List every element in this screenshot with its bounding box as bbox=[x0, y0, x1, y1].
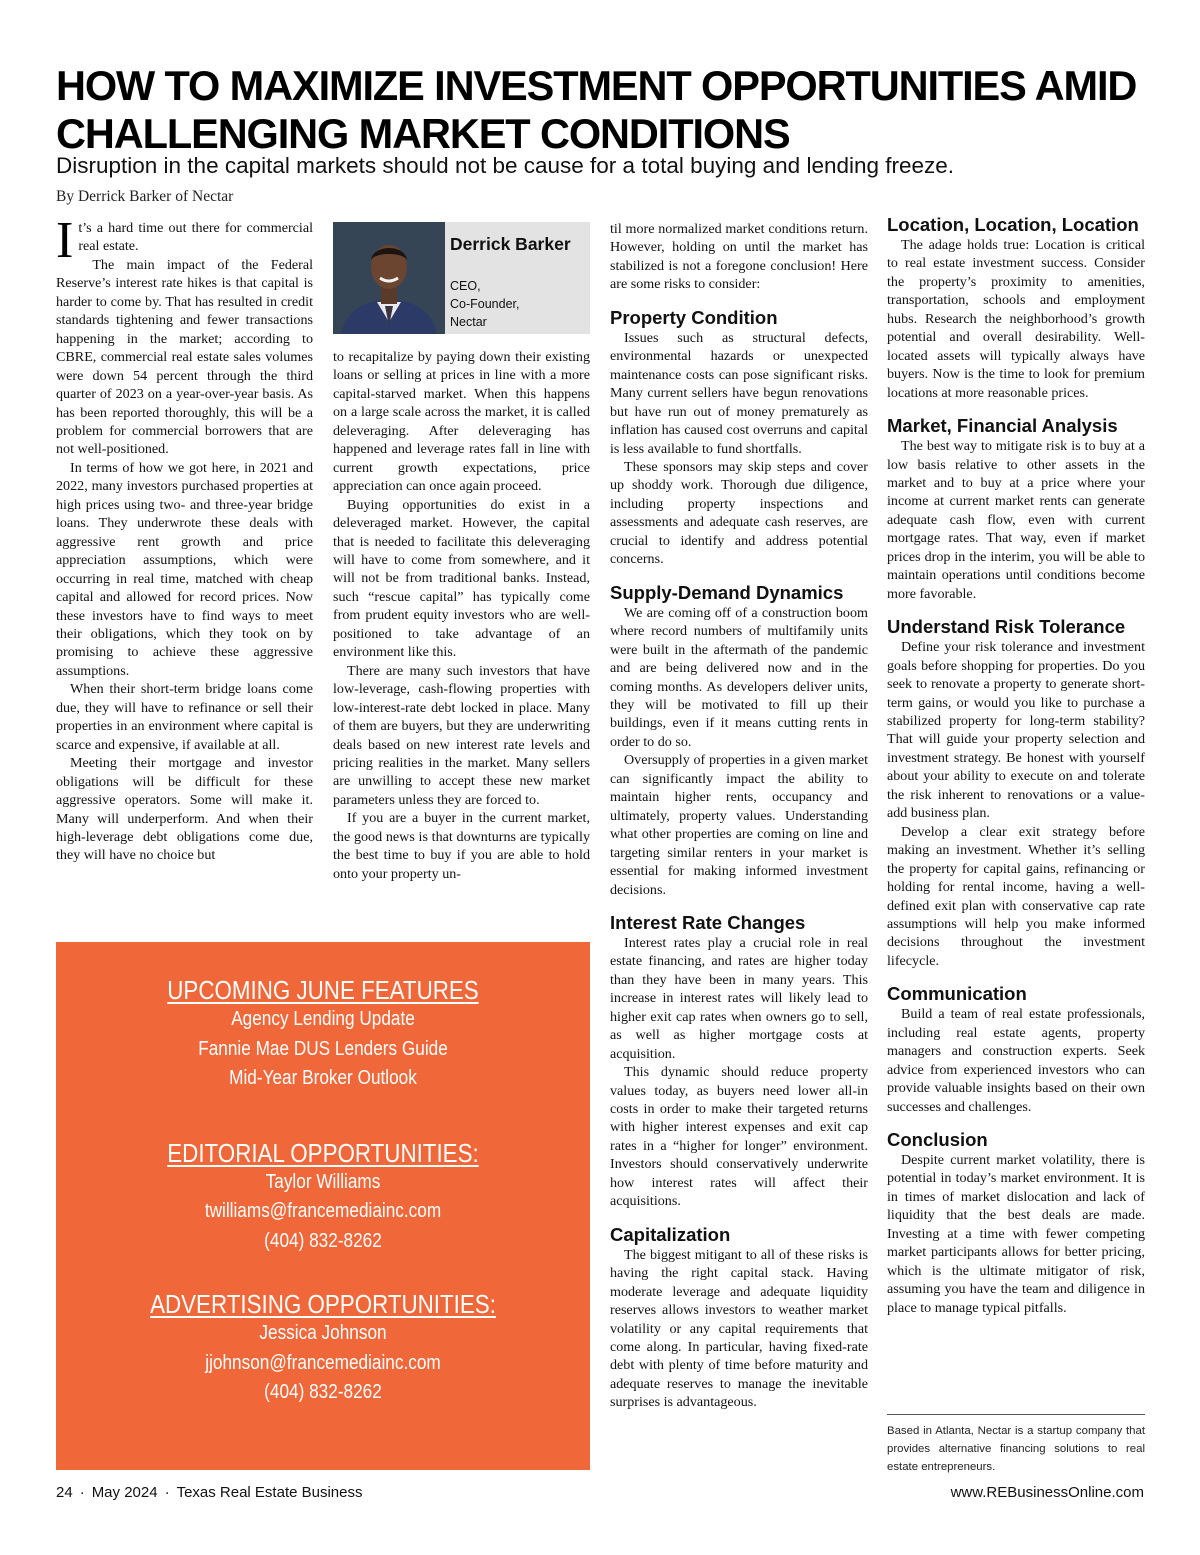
headline: HOW TO MAXIMIZE INVESTMENT OPPORTUNITIES AMID CHALLENGING MARKET CONDITIONS bbox=[56, 62, 1137, 157]
feature-item: Mid-Year Broker Outlook bbox=[229, 1067, 417, 1089]
paragraph: Buying opportunities do exist in a deleveraged market. However, the capital that is needed to facilitate this deleveraging will have to come from somewhere, and it will not be from traditional banks. Instead, such “rescue capital” has typically come from prudent equity investors who are well-positioned to take advantage of an environment like this. bbox=[333, 496, 590, 661]
section-heading: Communication bbox=[887, 983, 1027, 1005]
editorial-contact-phone: (404) 832-8262 bbox=[264, 1229, 382, 1252]
byline: By Derrick Barker of Nectar bbox=[56, 188, 234, 205]
feature-item: Fannie Mae DUS Lenders Guide bbox=[198, 1037, 448, 1060]
paragraph: Interest rates play a crucial role in real estate financing, and rates are higher today than they have been in many years. This increase in interest rates will likely lead to higher exit cap rates when owners go to sell, as well as higher mortgage costs at acquisition. bbox=[610, 934, 868, 1062]
author-box bbox=[333, 222, 590, 334]
section-heading: Market, Financial Analysis bbox=[887, 415, 1118, 437]
advertising-contact-phone: (404) 832-8262 bbox=[264, 1381, 382, 1403]
paragraph: Define your risk tolerance and investment goals before shopping for properties. Do you seek to renovate a property to generate short-term gains, or would you like to purchase a stabilized property for long-term stability? That will guide your property selection and investment strategy. Be honest with yourself about your ability to execute on and tolerate the risk inherent to renovations or a value-add business plan. bbox=[887, 639, 1145, 822]
paragraph: We are coming off of a construction boom where record numbers of multifamily units were built in the aftermath of the pandemic and are being delivered now and in the coming months. As developers deliver units, they will be motivated to fill up their buildings, even if it means cutting rents in order to do so. bbox=[610, 604, 868, 750]
paragraph: The main impact of the Federal Reserve’s interest rate hikes is that capital is harder to come by. That has resulted in credit standards tightening and fewer transactions happening in the market; according to CBRE, commercial real estate sales volumes were down 54 percent through the third quarter of 2023 on a year-over-year basis. As has been reported thoroughly, this will be a problem for commercial borrowers that are not well-positioned. bbox=[56, 256, 313, 458]
company-bio-note: Based in Atlanta, Nectar is a startup company that provides alternative financing solutions to real estate entrepreneurs. bbox=[887, 1414, 1145, 1476]
drop-cap: I bbox=[56, 212, 74, 269]
paragraph: Develop a clear exit strategy before making an investment. Whether it’s selling the property for capital gains, refinancing or holding for rental income, having a well-defined exit plan with conservative cap rate assumptions will help you make informed decisions throughout the investment lifecycle. bbox=[887, 823, 1145, 969]
paragraph: Issues such as structural defects, environmental hazards or unexpected maintenance costs can pose significant risks. Many current sellers have begun renovations but have run out of money prematurely as inflation has caused cost overruns and capital is less available to fund shortfalls. bbox=[610, 329, 868, 457]
article-column-3 bbox=[610, 220, 868, 1412]
article-column-1 bbox=[56, 212, 313, 865]
paragraph: Despite current market volatility, there is potential in today’s market environment. It is in times of market dislocation and lack of liquidity that the best deals are made. Investing at a time with fewer competing market participants allows for better pricing, which is the ultimate mitigator of risk, assuming you have the team and diligence in place to manage typical pitfalls. bbox=[887, 1152, 1145, 1316]
section-heading: Supply-Demand Dynamics bbox=[610, 581, 844, 603]
paragraph: These sponsors may skip steps and cover up shoddy work. Thorough due diligence, including property inspections and assessments and adequate cash reserves, are crucial to identify and address potential concerns. bbox=[610, 458, 868, 568]
author-role: CEO, Co-Founder, Nectar bbox=[450, 279, 520, 329]
ad-box bbox=[56, 942, 590, 1470]
section-heading: Understand Risk Tolerance bbox=[887, 616, 1126, 638]
deck-subtitle: Disruption in the capital markets should not be cause for a total buying and lending freeze. bbox=[56, 153, 955, 178]
features-title: UPCOMING JUNE FEATURES bbox=[167, 975, 479, 1005]
paragraph: to recapitalize by paying down their existing loans or selling at prices in line with a more capital-starved market. When this happens on a large scale across the market, it is called deleveraging. After deleveraging has happened and leverage rates fall in line with current growth expectations, price appreciation can once again proceed. bbox=[333, 349, 590, 495]
paragraph: The biggest mitigant to all of these risks is having the right capital stack. Having moderate leverage and adequate liquidity reserves allows investors to weather market volatility or any capital requirements that come along. In particular, having fixed-rate debt with plenty of time before maturity and adequate reserves to manage the inevitable surprises is advantageous. bbox=[610, 1246, 868, 1411]
section-heading: Capitalization bbox=[610, 1223, 731, 1245]
footer-left: 24 · May 2024 · Texas Real Estate Business bbox=[56, 1484, 363, 1501]
article-column-4 bbox=[887, 214, 1145, 1317]
author-photo bbox=[333, 222, 445, 334]
advertising-title: ADVERTISING OPPORTUNITIES: bbox=[150, 1289, 496, 1319]
author-name: Derrick Barker bbox=[450, 234, 571, 254]
paragraph: If you are a buyer in the current market, the good news is that downturns are typically the best time to buy if you are able to hold onto your property un- bbox=[333, 810, 590, 882]
paragraph: til more normalized market conditions return. However, holding on until the market has stabilized is not a foregone conclusion! Here are some risks to consider: bbox=[610, 221, 868, 293]
paragraph: When their short-term bridge loans come due, they will have to refinance or sell their properties in an environment where capital is scarce and expensive, if available at all. bbox=[56, 681, 313, 753]
paragraph: There are many such investors that have low-leverage, cash-flowing properties with low-interest-rate debt locked in place. Many of them are buyers, but they are underwriting deals based on new interest rate levels and pricing realities in the market. Many sellers are unwilling to accept these new market parameters unless they are forced to. bbox=[333, 662, 590, 808]
paragraph: In terms of how we got here, in 2021 and 2022, many investors purchased properties at high prices using two- and three-year bridge loans. They underwrote these deals with aggressive rent growth and price appreciation assumptions, which were occurring in real time, matched with cheap capital and allowed for record prices. Now these investors have to find ways to meet their obligations, which they took on by promising to achieve these aggressive assumptions. bbox=[56, 459, 313, 679]
issue-date: May 2024 bbox=[91, 1484, 158, 1501]
paragraph: Oversupply of properties in a given market can significantly impact the ability to maintain higher rents, occupancy and ultimately, property values. Understanding what other properties are coming on line and targeting similar renters in your market is essential for making informed investment decisions. bbox=[610, 752, 868, 898]
website-link[interactable]: www.REBusinessOnline.com bbox=[950, 1484, 1144, 1501]
feature-item: Agency Lending Update bbox=[231, 1008, 415, 1030]
section-heading: Conclusion bbox=[887, 1129, 988, 1151]
paragraph: It’s a hard time out there for commercial real estate. bbox=[56, 212, 313, 269]
paragraph: This dynamic should reduce property values today, as buyers need lower all-in costs in order to make their targeted returns with higher interest expenses and exit cap rates in a “higher for longer” environment. Investors should conservatively underwrite how interest rates will affect their acquisitions. bbox=[610, 1064, 868, 1210]
page-number: 24 bbox=[56, 1484, 73, 1501]
section-heading: Location, Location, Location bbox=[887, 214, 1139, 235]
paragraph: The adage holds true: Location is critical to real estate investment success. Consider the property’s proximity to amenities, transportation, schools and employment hubs. Research the neighborhood’s growth potential and overall desirability. Well-located assets will typically always have buyers. Now is the time to look for premium locations at more reasonable prices. bbox=[887, 237, 1145, 401]
advertising-contact-name: Jessica Johnson bbox=[259, 1322, 387, 1344]
publication-name: Texas Real Estate Business bbox=[176, 1484, 363, 1501]
section-heading: Interest Rate Changes bbox=[610, 911, 806, 933]
editorial-contact-name: Taylor Williams bbox=[265, 1170, 381, 1193]
article-column-2 bbox=[333, 348, 590, 883]
advertising-contact-email[interactable]: jjohnson@francemediainc.com bbox=[205, 1351, 441, 1374]
editorial-contact-email[interactable]: twilliams@francemediainc.com bbox=[204, 1200, 442, 1222]
section-heading: Property Condition bbox=[610, 306, 778, 328]
paragraph: Meeting their mortgage and investor obligations will be difficult for these aggressive operators. Some will make it. Many will underperform. And when their high-leverage debt obligations come due, they will have no choice but bbox=[56, 755, 313, 864]
paragraph: Build a team of real estate professionals, including real estate agents, property managers and construction experts. Seek advice from experienced investors who can provide valuable insights based on their own successes and challenges. bbox=[887, 1006, 1145, 1115]
editorial-title: EDITORIAL OPPORTUNITIES: bbox=[167, 1137, 479, 1168]
paragraph: The best way to mitigate risk is to buy at a low basis relative to other assets in the market and to buy at a price where your income at current market rents can generate adequate cash flow, even with current mortgage rates. That way, even if market prices drop in the interim, you will be able to maintain operations until conditions become more favorable. bbox=[887, 438, 1145, 602]
